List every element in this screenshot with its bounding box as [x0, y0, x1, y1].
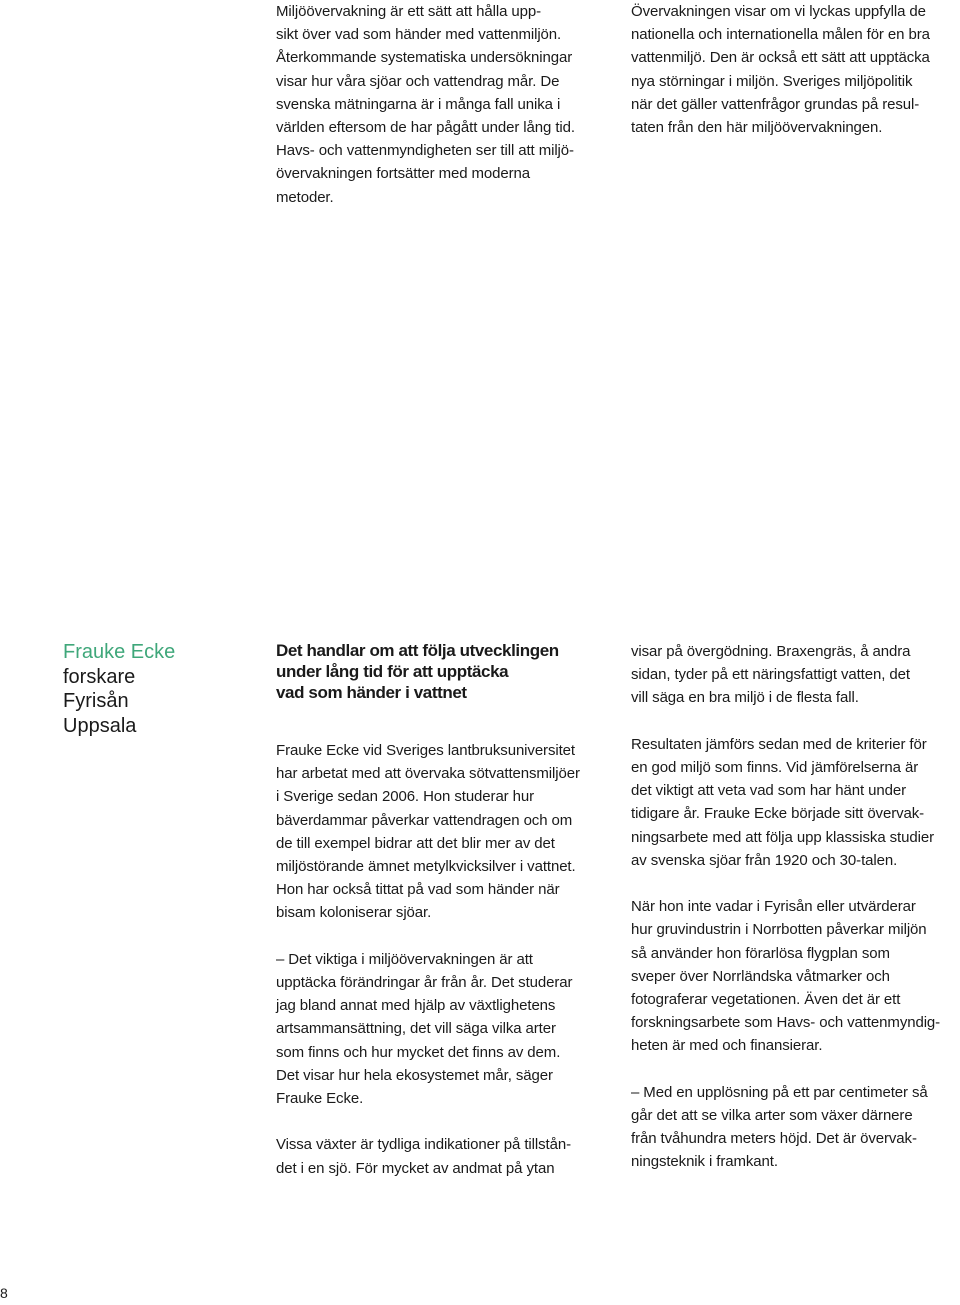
- text-line: när det gäller vattenfrågor grundas på resul-: [631, 95, 920, 113]
- text-line: Återkommande systematiska undersökningar: [276, 49, 573, 67]
- text-line: vill säga en bra miljö i de flesta fall.: [631, 689, 859, 707]
- text-line: i Sverige sedan 2006. Hon studerar hur: [276, 788, 535, 806]
- text-line: upptäcka förändringar år från år. Det studerar: [276, 974, 573, 992]
- paragraph: [276, 948, 616, 1110]
- byline: [63, 640, 175, 738]
- text-line: det viktigt att veta vad som har hänt under: [631, 782, 907, 800]
- text-line: en god miljö som finns. Vid jämförelserna är: [631, 759, 919, 776]
- text-line: jag bland annat med hjälp av växtlighetens: [276, 997, 556, 1015]
- text-line: sveper över Norrländska våtmarker och: [631, 967, 890, 985]
- text-line: artsammansättning, det vill säga vilka arter: [276, 1020, 556, 1038]
- paragraph: [276, 1133, 616, 1179]
- text-line: bisam koloniserar sjöar.: [276, 904, 432, 922]
- text-line: – Det viktiga i miljöövervakningen är att: [276, 950, 533, 968]
- text-line: – Med en upplösning på ett par centimeter så: [631, 1083, 928, 1101]
- text-line: från tvåhundra meters höjd. Det är övervak-: [631, 1130, 917, 1148]
- text-line: som finns och hur mycket det finns av dem.: [276, 1043, 561, 1061]
- intro-right-column: [631, 0, 959, 139]
- text-line: Miljöövervakning är ett sätt att hålla upp-: [276, 3, 542, 20]
- text-line: Havs- och vattenmyndigheten ser till att miljö-: [276, 142, 574, 160]
- text-line: vattenmiljö. Den är också ett sätt att upptäcka: [631, 49, 930, 67]
- text-line: hur gruvindustrin i Norrbotten påverkar miljön: [631, 921, 927, 939]
- text-line: Frauke Ecke vid Sveriges lantbruksuniversitet: [276, 742, 575, 759]
- text-line: Vissa växter är tydliga indikationer på tillstån-: [276, 1136, 571, 1154]
- paragraph: [276, 739, 616, 925]
- intro-left-column: [276, 0, 596, 209]
- text-line: Övervakningen visar om vi lyckas uppfylla de: [631, 3, 926, 20]
- paragraph: [631, 733, 959, 872]
- text-line: När hon inte vadar i Fyrisån eller utvärderar: [631, 898, 916, 916]
- text-line: taten från den här miljöövervakningen.: [631, 119, 883, 137]
- text-line: världen eftersom de har pågått under lång tid.: [276, 119, 575, 137]
- text-line: går det att se vilka arter som växer därnere: [631, 1107, 913, 1125]
- text-line: sikt över vad som händer med vattenmiljön.: [276, 26, 562, 44]
- text-line: visar hur våra sjöar och vattendrag mår. De: [276, 72, 560, 90]
- text-line: metoder.: [276, 188, 334, 206]
- byline-city: Uppsala: [63, 714, 137, 737]
- paragraph: [631, 1081, 959, 1174]
- text-line: tidigare år. Frauke Ecke började sitt övervak-: [631, 805, 925, 823]
- byline-role: forskare: [63, 665, 136, 688]
- text-line: övervakningen fortsätter med moderna: [276, 165, 531, 183]
- text-line: de till exempel bidrar att det blir mer av det: [276, 834, 555, 852]
- article-right-column: [631, 640, 959, 1174]
- text-line: nya störningar i miljön. Sveriges miljöpolitik: [631, 72, 913, 90]
- paragraph: [631, 640, 959, 710]
- text-line: sidan, tyder på ett näringsfattigt vatten, det: [631, 666, 910, 684]
- text-line: har arbetat med att övervaka sötvattensmiljöer: [276, 765, 580, 783]
- article-headline: [276, 640, 616, 703]
- article-left-column: [276, 640, 616, 1180]
- text-line: av svenska sjöar från 1920 och 30-talen.: [631, 851, 898, 869]
- byline-name: Frauke Ecke: [63, 641, 176, 663]
- text-line: fotograferar vegetationen. Även det är ett: [631, 991, 901, 1009]
- text-line: ningsarbete med att följa upp klassiska studier: [631, 828, 934, 846]
- headline-line: Det handlar om att följa utvecklingen: [276, 641, 559, 660]
- page-number: 8: [0, 1285, 8, 1301]
- text-line: bäverdammar påverkar vattendragen och om: [276, 811, 573, 829]
- text-line: nationella och internationella målen för en bra: [631, 26, 930, 44]
- text-line: ningsteknik i framkant.: [631, 1153, 778, 1171]
- text-line: Resultaten jämförs sedan med de kriterier för: [631, 735, 927, 753]
- paragraph: [631, 895, 959, 1057]
- headline-line: under lång tid för att upptäcka: [276, 662, 509, 681]
- text-line: Frauke Ecke.: [276, 1090, 364, 1108]
- text-line: heten är med och finansierar.: [631, 1037, 823, 1055]
- text-line: Det visar hur hela ekosystemet mår, säger: [276, 1066, 553, 1084]
- text-line: så använder hon förarlösa flygplan som: [631, 944, 890, 962]
- article-left-body: [276, 739, 616, 1180]
- headline-line: vad som händer i vattnet: [276, 683, 467, 702]
- text-line: miljöstörande ämnet metylkvicksilver i vattnet.: [276, 858, 576, 876]
- text-line: det i en sjö. För mycket av andmat på ytan: [276, 1159, 555, 1177]
- text-line: Hon har också tittat på vad som händer när: [276, 881, 560, 899]
- text-line: visar på övergödning. Braxengräs, å andra: [631, 643, 911, 660]
- byline-place: Fyrisån: [63, 690, 129, 712]
- text-line: forskningsarbete som Havs- och vattenmyndig-: [631, 1014, 941, 1032]
- text-line: svenska mätningarna är i många fall unika i: [276, 95, 561, 113]
